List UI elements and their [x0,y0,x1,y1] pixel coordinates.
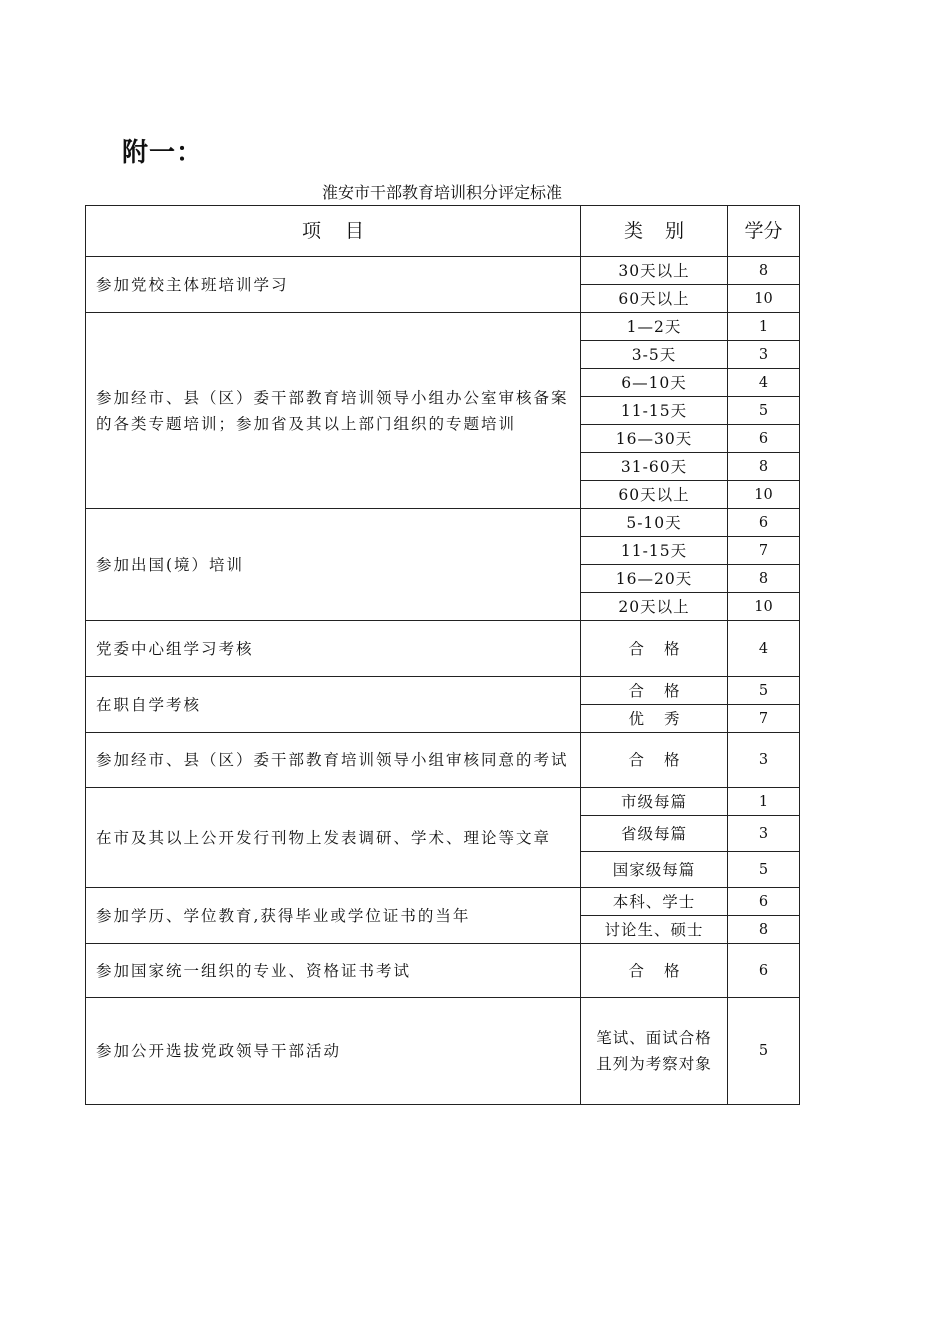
credit-cell: 3 [728,733,800,788]
category-cell: 国家级每篇 [581,852,728,888]
item-cell: 在市及其以上公开发行刊物上发表调研、学术、理论等文章 [86,788,581,888]
category-cell: 合格 [581,944,728,998]
category-cell: 11-15天 [581,397,728,425]
table-row [86,313,800,341]
credit-cell: 6 [728,509,800,537]
item-cell: 参加经市、县（区）委干部教育培训领导小组审核同意的考试 [86,733,581,788]
credit-cell: 4 [728,369,800,397]
credit-cell: 1 [728,788,800,816]
document-title: 淮安市干部教育培训积分评定标准 [321,183,562,202]
credit-standard-table [85,205,800,1105]
credit-cell: 5 [728,998,800,1105]
item-cell: 参加国家统一组织的专业、资格证书考试 [86,944,581,998]
category-cell: 60天以上 [581,285,728,313]
table-row [86,621,800,677]
category-cell: 16—20天 [581,565,728,593]
table-row [86,788,800,816]
header-category: 类别 [581,206,728,257]
credit-cell: 7 [728,705,800,733]
item-cell: 参加出国(境）培训 [86,509,581,621]
credit-cell: 5 [728,677,800,705]
credit-cell: 1 [728,313,800,341]
category-cell: 合格 [581,733,728,788]
credit-cell: 6 [728,944,800,998]
credit-cell: 8 [728,257,800,285]
category-cell: 31-60天 [581,453,728,481]
category-cell: 11-15天 [581,537,728,565]
table-row [86,888,800,916]
table-row [86,677,800,705]
item-cell: 参加经市、县（区）委干部教育培训领导小组办公室审核备案的各类专题培训；参加省及其以上部门组织的专题培训 [86,313,581,509]
table-header-row [86,206,800,257]
credit-cell: 5 [728,852,800,888]
table-row [86,733,800,788]
category-cell: 60天以上 [581,481,728,509]
header-item: 项目 [86,206,581,257]
category-cell: 笔试、面试合格且列为考察对象 [581,998,728,1105]
category-cell: 30天以上 [581,257,728,285]
credit-cell: 10 [728,593,800,621]
category-cell: 1—2天 [581,313,728,341]
table-row [86,944,800,998]
credit-cell: 7 [728,537,800,565]
credit-cell: 10 [728,285,800,313]
credit-cell: 10 [728,481,800,509]
credit-cell: 4 [728,621,800,677]
category-cell: 5-10天 [581,509,728,537]
credit-cell: 8 [728,916,800,944]
table-row [86,257,800,285]
item-cell: 在职自学考核 [86,677,581,733]
category-cell: 合格 [581,621,728,677]
table-row [86,509,800,537]
appendix-heading: 附一： [122,138,204,168]
category-cell: 优秀 [581,705,728,733]
category-cell: 省级每篇 [581,816,728,852]
credit-cell: 3 [728,816,800,852]
credit-cell: 3 [728,341,800,369]
header-credit: 学分 [728,206,800,257]
credit-cell: 5 [728,397,800,425]
credit-cell: 6 [728,888,800,916]
item-cell: 党委中心组学习考核 [86,621,581,677]
category-cell: 讨论生、硕士 [581,916,728,944]
category-cell: 市级每篇 [581,788,728,816]
category-cell: 3-5天 [581,341,728,369]
table-row [86,998,800,1105]
category-cell: 合格 [581,677,728,705]
credit-cell: 8 [728,453,800,481]
category-cell: 6—10天 [581,369,728,397]
item-cell: 参加学历、学位教育,获得毕业或学位证书的当年 [86,888,581,944]
item-cell: 参加公开选拔党政领导干部活动 [86,998,581,1105]
category-cell: 本科、学士 [581,888,728,916]
credit-cell: 6 [728,425,800,453]
category-cell: 20天以上 [581,593,728,621]
credit-cell: 8 [728,565,800,593]
category-cell: 16—30天 [581,425,728,453]
item-cell: 参加党校主体班培训学习 [86,257,581,313]
